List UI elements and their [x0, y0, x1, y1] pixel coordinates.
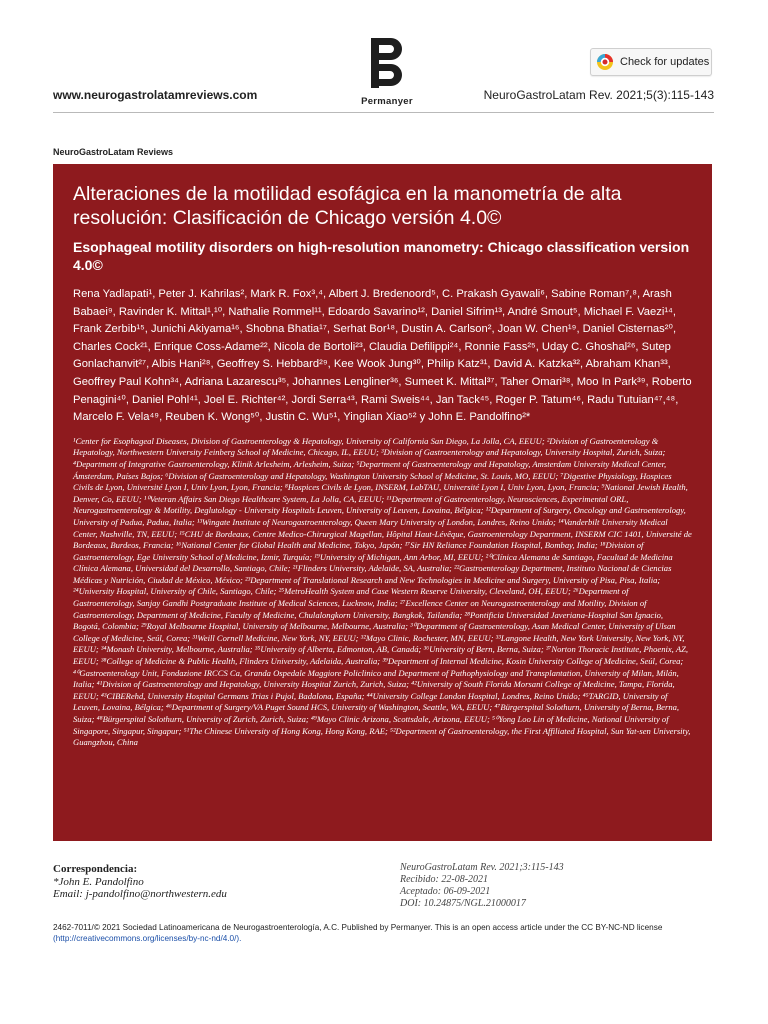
license-text: 2462-7011/© 2021 Sociedad Latinoamericana de Neurogastroenterología, A.C. Published by Permanyer. This is an open access article under the CC BY-NC-ND license — [53, 923, 663, 932]
header-divider — [53, 112, 714, 113]
permanyer-logo-icon — [369, 38, 405, 88]
correspondence-heading: Correspondencia: — [53, 863, 138, 875]
meta-citation: NeuroGastroLatam Rev. 2021;3:115-143 — [400, 862, 564, 873]
check-updates-button[interactable] — [590, 48, 712, 76]
journal-label: NeuroGastroLatam Reviews — [53, 147, 174, 157]
license-notice — [53, 923, 718, 944]
article-title-en: Esophageal motility disorders on high-resolution manometry: Chicago classification version 4.0© — [73, 239, 690, 273]
publisher-name: Permanyer — [361, 96, 413, 107]
correspondence-block — [53, 863, 227, 901]
check-updates-label: Check for updates — [620, 56, 710, 68]
meta-doi[interactable]: DOI: 10.24875/NGL.21000017 — [400, 898, 526, 909]
author-list: Rena Yadlapati¹, Peter J. Kahrilas², Mark R. Fox³,⁴, Albert J. Bredenoord⁵, C. Prakash Gyawali⁶, Sabine Roman⁷,⁸, Arash Babaei⁹, Ravinder K. Mittal¹,¹⁰, Nathalie Rommel¹¹, Edoardo Savarino¹², Daniel Sifrim¹³, André Smout⁵, Michael F. Vaezi¹⁴, Frank Zerbib¹⁵, Junichi Akiyama¹⁶, Shobna Bhatia¹⁷, Serhat Bor¹⁸, Dustin A. Carlson², Joan W. Chen¹⁹, Daniel Cisternas²⁰, Charles Cock²¹, Enrique Coss-Adame²², Nicola de Bortoli²³, Claudia Defilippi²⁴, Ronnie Fass²⁵, Uday C. Ghoshal²⁶, Sutep Gonlachanvit²⁷, Albis Hani²⁸, Geoffrey S. Hebbard²⁹, Kee Wook Jung³⁰, Philip Katz³¹, David A. Katzka³², Abraham Khan³³, Geoffrey Paul Kohn³⁴, Adriana Lazarescu³⁵, Johannes Lengliner³⁶, Sumeet K. Mittal³⁷, Taher Omari³⁸, Moo In Park³⁹, Roberto Penagini⁴⁰, Daniel Pohl⁴¹, Joel E. Richter⁴², Jordi Serra⁴³, Rami Sweis⁴⁴, Jan Tack⁴⁵, Roger P. Tatum⁴⁶, Radu Tutuian⁴⁷,⁴⁸, Marcelo F. Vela⁴⁹, Reuben K. Wong⁵⁰, Justin C. Wu⁵¹, Yinglian Xiao⁵² y John E. Pandolfino²* — [73, 288, 692, 424]
article-meta — [400, 862, 564, 910]
meta-received: Recibido: 22-08-2021 — [400, 874, 489, 885]
correspondence-email[interactable]: Email: j-pandolfino@northwestern.edu — [53, 888, 227, 900]
license-link[interactable]: (http://creativecommons.org/licenses/by-nc-nd/4.0/). — [53, 933, 242, 943]
correspondence-name: *John E. Pandolfino — [53, 875, 144, 888]
crossmark-icon — [596, 53, 614, 71]
publisher-logo — [352, 38, 422, 107]
journal-url[interactable]: www.neurogastrolatamreviews.com — [53, 88, 258, 102]
meta-accepted: Aceptado: 06-09-2021 — [400, 886, 491, 897]
article-title-es: Alteraciones de la motilidad esofágica en la manometría de alta resolución: Clasificación de Chicago versión 4.0© — [73, 183, 622, 229]
affiliations: ¹Center for Esophageal Diseases, Division of Gastroenterology & Hepatology, University of California San Diego, La Jolla, CA, EEUU; ²Division of Gastroenterology & Hepatology, Northwestern University Feinberg School of Medicine, Chicago, IL, EEUU; ³Division of Gastroenterology and Hepatology, University Hospital, Zurich, Suiza; ⁴Department of Integrative Gastroenterology, Klinik Arlesheim, Arlesheim, Suiza; ⁵Department of Gastroenterology and Hepatology, Amsterdam University Medical Center, Ámsterdam, Países Bajos; ⁶Division of Gastroenterology and Hepatology, Washington University School of Medicine, St. Louis, MO, EEUU; ⁷Digestive Physiology, Hospices Civils de Lyon, Université Lyon I, Univ Lyon, Lyon, Francia; ⁸Hospices Civils de Lyon, INSERM, LabTAU, Université Lyon I, Univ Lyon, Lyon, Francia; ⁹National Jewish Health, Denver, Co, EEUU; ¹⁰Veteran Affairs San Diego Healthcare System, La Jolla, CA, EEUU; ¹¹Department of Gastroenterology, Neurosciences, Experimental ORL, Neurogastroenterology & Motility, Deglutology - University Hospitals Leuven, University of Leuven, Lovaina, Bélgica; ¹²Department of Surgery, Oncology and Gastroenterology, University of Padua, Padua, Italia; ¹³Wingate Institute of Neurogastroenterology, Queen Mary University of London, Londres, Reino Unido; ¹⁴Vanderbilt University Medical Center, Nashville, TN, EEUU; ¹⁵CHU de Bordeaux, Centre Medico-Chirurgical Magellan, Hôpital Haut-Lévêque, Gastroenterology Department, INSERM CIC 1401, Université de Bordeaux, Burdeos, Francia; ¹⁶National Center for Global Health and Medicine, Tokyo, Japón; ¹⁷Sir HN Reliance Foundation Hospital, Bombay, India; ¹⁸Division of Gastroenterology, Ege University School of Medicine, Izmir, Turquía; ¹⁹University of Michigan, Ann Arbor, MI, EEUU; ²⁰Clínica Alemana de Santiago, Facultad de Medicina Clínica Alemana, Universidad del Desarrollo, Santiago, Chile; ²¹Flinders University, Adelaide, SA, Australia; ²²Gastroenterology Department, Instituto Nacional de Ciencias Médicas y Nutrición, Ciudad de México, México; ²³Department of Translational Research and New Technologies in Medicine and Surgery, University of Pisa, Pisa, Italia; ²⁴University Hospital, University of Chile, Santiago, Chile; ²⁵MetroHealth System and Case Western Reserve University, Cleveland, OH, EEUU; ²⁶Department of Gastroenterology, Sanjay Gandhi Postgraduate Institute of Medical Sciences, Lucknow, India; ²⁷Excellence Center on Neurogastroenterology and Motility, Division of Gastroenterology, Department of Medicine, Faculty of Medicine, Chulalongkorn University, Bangkok, Tailandia; ²⁸Pontificia Universidad Javeriana-Hospital San Ignacio, Bogotá, Colombia; ²⁹Royal Melbourne Hospital, University of Melbourne, Melbourne, Australia; ³⁰Department of Gastroenterology, Asan Medical Center, University of Ulsan College of Medicine, Seúl, Corea; ³¹Weill Cornell Medicine, New York, NY, EEUU; ³²Mayo Clinic, Rochester, MN, EEUU; ³³Langone Health, New York University, New York, NY, EEUU; ³⁴Monash University, Melbourne, Australia; ³⁵University of Alberta, Edmonton, AB, Canadá; ³⁶University of Bern, Berna, Suiza; ³⁷Norton Thoracic Institute, Phoenix, AZ, EEUU; ³⁸College of Medicine & Public Health, Flinders University, Adelaida, Australia; ³⁹Department of Internal Medicine, Kosin University College of Medicine, Seúl, Corea; ⁴⁰Gastroenterology Unit, Fondazione IRCCS Ca, Granda Ospedale Maggiore Policlinico and Department of Pathophysiology and Transplantation, University of Milan, Milán, Italia; ⁴¹Division of Gastroenterology and Hepatology, University Hospital Zurich, Zurich, Suiza; ⁴²University of South Florida Morsani College of Medicine, Tampa, Florida, EEUU; ⁴³CIBERehd, University Hospital Germans Trias i Pujol, Badalona, España; ⁴⁴University College London Hospital, Londres, Reino Unido; ⁴⁵TARGID, University of Leuven, Lovaina, Bélgica; ⁴⁶Department of Surgery/VA Puget Sound HCS, University of Washington, Seattle, WA, EEUU; ⁴⁷Bürgerspital Solothurn, University of Berna, Berna, Suiza; ⁴⁸Bürgerspital Solothurn, University of Zurich, Zurich, Suiza; ⁴⁹Mayo Clinic Arizona, Scottsdale, Arizona, EEUU; ⁵⁰Yong Loo Lin of Medicine, National University of Singapore, Singapur, Singapur; ⁵¹The Chinese University of Hong Kong, Hong Kong, RAE; ⁵²Department of Gastroenterology, the First Affiliated Hospital, Sun Yat-sen University, Guangzhou, China — [73, 435, 692, 748]
article-header-panel — [53, 164, 712, 841]
header-citation: NeuroGastroLatam Rev. 2021;5(3):115-143 — [483, 88, 714, 102]
